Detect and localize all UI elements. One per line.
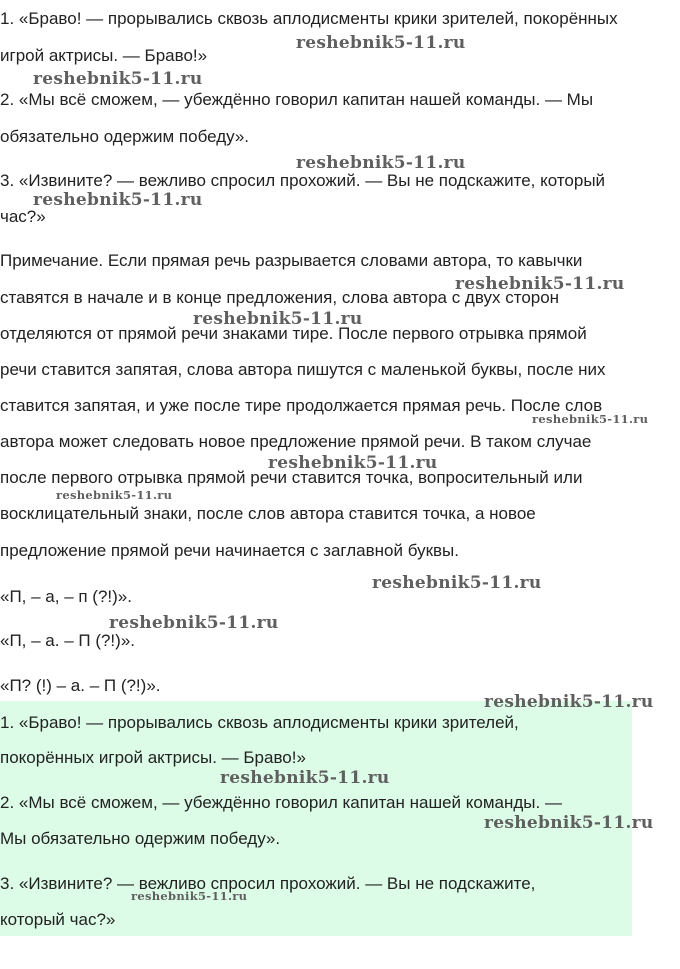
watermark: reshebnik5-11.ru	[33, 69, 203, 89]
watermark: reshebnik5-11.ru	[109, 613, 279, 633]
watermark: reshebnik5-11.ru	[484, 692, 654, 712]
task-item-3-line-2: час?»	[0, 207, 46, 226]
task-item-1-line-1: 1. «Браво! — прорывались сквозь аплодисменты крики зрителей, покорённых	[0, 9, 618, 28]
answer-item-1-line-1: 1. «Браво! — прорывались сквозь аплодисменты крики зрителей,	[0, 713, 519, 732]
note-line-1: Примечание. Если прямая речь разрывается словами автора, то кавычки	[0, 251, 583, 270]
note-line-9: предложение прямой речи начинается с заглавной буквы.	[0, 541, 459, 560]
answer-item-3-line-2: который час?»	[0, 910, 116, 929]
note-line-5: ставится запятая, и уже после тире продолжается прямая речь. После слов	[0, 396, 603, 415]
answer-item-1-line-2: покорённых игрой актрисы. — Браво!»	[0, 748, 306, 767]
watermark: reshebnik5-11.ru	[193, 309, 363, 329]
note-line-6: автора может следовать новое предложение прямой речи. В таком случае	[0, 432, 592, 451]
note-line-4: речи ставится запятая, слова автора пишутся с маленькой буквы, после них	[0, 360, 606, 379]
note-line-3: отделяются от прямой речи знаками тире. После первого отрывка прямой	[0, 324, 587, 343]
watermark: reshebnik5-11.ru	[296, 33, 466, 53]
scheme-3: «П? (!) – а. – П (?!)».	[0, 676, 161, 695]
watermark: reshebnik5-11.ru	[372, 573, 542, 593]
task-item-3-line-1: 3. «Извините? — вежливо спросил прохожий. — Вы не подскажите, который	[0, 171, 606, 190]
task-item-2-line-1: 2. «Мы всё сможем, — убеждённо говорил капитан нашей команды. — Мы	[0, 90, 594, 109]
answer-item-2-line-2: Мы обязательно одержим победу».	[0, 829, 281, 848]
watermark: reshebnik5-11.ru	[268, 453, 438, 473]
answer-item-2-line-1: 2. «Мы всё сможем, — убеждённо говорил капитан нашей команды. —	[0, 793, 562, 812]
watermark: reshebnik5-11.ru	[455, 274, 625, 294]
note-line-8: восклицательный знаки, после слов автора ставится точка, а новое	[0, 504, 536, 523]
watermark: reshebnik5-11.ru	[532, 412, 649, 426]
task-item-1-line-2: игрой актрисы. — Браво!»	[0, 46, 208, 65]
watermark: reshebnik5-11.ru	[33, 190, 203, 210]
task-item-2-line-2: обязательно одержим победу».	[0, 127, 249, 146]
watermark: reshebnik5-11.ru	[296, 153, 466, 173]
note-line-2: ставятся в начале и в конце предложения, слова автора с двух сторон	[0, 288, 560, 307]
answer-item-3-line-1: 3. «Извините? — вежливо спросил прохожий. — Вы не подскажите,	[0, 874, 536, 893]
watermark: reshebnik5-11.ru	[220, 768, 390, 788]
scheme-1: «П, – а, – п (?!)».	[0, 587, 132, 606]
note-line-7: после первого отрывка прямой речи ставится точка, вопросительный или	[0, 468, 583, 487]
watermark: reshebnik5-11.ru	[56, 488, 173, 502]
scheme-2: «П, – а. – П (?!)».	[0, 631, 135, 650]
watermark: reshebnik5-11.ru	[484, 813, 654, 833]
watermark: reshebnik5-11.ru	[131, 889, 248, 903]
